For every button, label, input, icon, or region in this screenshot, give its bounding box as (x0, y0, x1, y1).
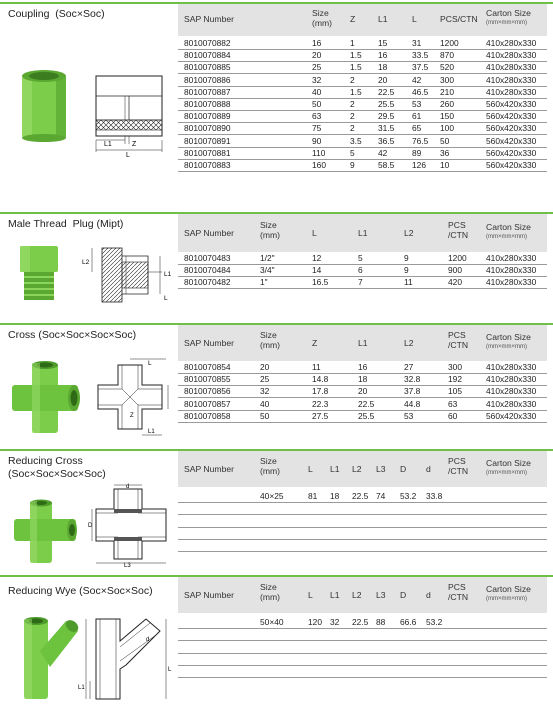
table-cell: 8010070855 (184, 374, 231, 385)
table-cell: 1.5 (350, 50, 362, 61)
table-header (178, 214, 547, 252)
table-cell: 2 (350, 111, 355, 122)
header-sap: SAP Number (184, 338, 234, 348)
header-l3: L3 (376, 464, 386, 474)
header-size: Size (mm) (260, 330, 281, 350)
section-title: Coupling (Soc×Soc) (8, 8, 105, 20)
table-cell: 90 (312, 135, 322, 146)
table-cell: 410x280x330 (486, 74, 537, 85)
header-l1: L1 (330, 590, 340, 600)
table-cell: 15 (378, 38, 388, 48)
table-cell: 17.8 (312, 386, 329, 397)
table-cell: 16 (358, 362, 368, 372)
header-carton (486, 222, 531, 242)
table-cell: 33.8 (426, 491, 443, 501)
label-l1: L1 (148, 429, 155, 435)
table-cell: 300 (440, 74, 454, 85)
table-cell: 560x420x330 (486, 111, 537, 122)
table-row (178, 99, 547, 111)
reducing-cross-drawing (88, 483, 174, 567)
header-l1: L1 (330, 464, 340, 474)
label-l1: L1 (78, 685, 85, 691)
header-l3: L3 (376, 590, 386, 600)
header-carton-unit: (mm×mm×mm) (486, 20, 527, 26)
header-l1: L1 (358, 338, 368, 348)
table-cell: 22.5 (378, 86, 395, 97)
table-cell: 44.8 (404, 398, 421, 409)
table-cell: 410x280x330 (486, 62, 537, 73)
table-row (178, 62, 547, 74)
table-cell: 8010070482 (184, 277, 231, 288)
label-l: L (148, 360, 152, 367)
table-cell: 25 (312, 62, 322, 73)
reducing-wye-photo (10, 611, 82, 703)
section-title: Male Thread Plug (Mipt) (8, 218, 124, 230)
label-d-inner: d (146, 637, 150, 643)
label-l: L (168, 667, 172, 673)
table-cell: 14.8 (312, 374, 329, 385)
table-cell: 410x280x330 (486, 398, 537, 409)
table-cell: 36 (440, 147, 450, 158)
table-row (178, 491, 547, 503)
table-cell: 1 (350, 38, 355, 48)
table-cell: 32 (312, 74, 322, 85)
plug-drawing (78, 242, 174, 308)
table-cell: 40 (312, 86, 322, 97)
table-cell: 42 (378, 147, 388, 158)
table-cell: 410x280x330 (486, 50, 537, 61)
empty-row-line (178, 677, 547, 678)
table-cell: 63 (448, 398, 458, 409)
header-l1: L1 (358, 228, 368, 238)
table-header (178, 325, 547, 361)
table-cell: 410x280x330 (486, 386, 537, 397)
table-cell: 210 (440, 86, 454, 97)
reducing-cross-section (0, 449, 553, 569)
table-cell: 410x280x330 (486, 265, 537, 276)
header-l: L (412, 14, 417, 24)
table-cell: 8010070858 (184, 410, 231, 421)
table-cell: 18 (330, 491, 340, 501)
table-cell: 8010070890 (184, 123, 231, 134)
header-l2: L2 (404, 228, 414, 238)
header-carton-unit: (mm×mm×mm) (486, 344, 527, 350)
table-cell: 53 (412, 99, 422, 109)
table-cell: 8010070883 (184, 160, 231, 170)
table-row (178, 362, 547, 374)
table-cell: 22.5 (352, 491, 369, 501)
table-cell: 65 (412, 123, 422, 134)
table-row (178, 136, 547, 148)
table-cell: 25 (260, 374, 270, 385)
table-cell: 32 (260, 386, 270, 397)
table-row (178, 75, 547, 87)
header-l2: L2 (352, 464, 362, 474)
reducing-wye-drawing (76, 611, 174, 707)
table-cell: 1200 (440, 38, 459, 48)
table-cell: 560x420x330 (486, 160, 537, 170)
table-cell: 75 (312, 123, 322, 134)
header-l: L (312, 228, 317, 238)
table-cell: 20 (312, 50, 322, 61)
table-cell: 410x280x330 (486, 374, 537, 385)
empty-row-line (178, 665, 547, 666)
table-row (178, 265, 547, 277)
table-cell: 9 (404, 265, 409, 276)
cross-section (0, 323, 553, 443)
table-cell: 32.8 (404, 374, 421, 385)
label-d-inner: d (126, 484, 130, 490)
table-cell: 150 (440, 111, 454, 122)
label-l: L (164, 295, 168, 302)
section-title: Reducing Cross (Soc×Soc×Soc×Soc) (8, 455, 106, 480)
table-header (178, 451, 547, 487)
header-carton-label: Carton Size (486, 8, 531, 18)
table-row (178, 50, 547, 62)
table-cell: 27.5 (312, 410, 329, 421)
table-cell: 88 (376, 617, 386, 627)
table-cell: 3/4" (260, 265, 275, 276)
table-cell: 410x280x330 (486, 253, 537, 263)
table-cell: 120 (308, 617, 322, 627)
table-cell: 410x280x330 (486, 86, 537, 97)
header-d-inner: d (426, 464, 431, 474)
table-row (178, 386, 547, 398)
table-cell: 8010070854 (184, 362, 231, 372)
table-cell: 420 (448, 277, 462, 288)
table-cell: 37.8 (404, 386, 421, 397)
table-cell: 25.5 (378, 99, 395, 109)
table-cell: 40 (260, 398, 270, 409)
table-cell: 9 (404, 253, 409, 263)
table-row (178, 123, 547, 135)
table-cell: 160 (312, 160, 326, 170)
table-cell: 300 (448, 362, 462, 372)
header-carton-label: Carton Size (486, 584, 531, 594)
table-cell: 2 (350, 99, 355, 109)
table-cell: 11 (404, 277, 413, 288)
table-cell: 25.5 (358, 410, 375, 421)
header-z: Z (350, 14, 356, 24)
header-size: Size (mm) (260, 582, 281, 602)
table-cell: 560x420x330 (486, 99, 537, 109)
table-cell: 20 (358, 386, 368, 397)
table-cell: 1200 (448, 253, 467, 263)
table-row (178, 253, 547, 265)
table-cell: 14 (312, 265, 322, 276)
table-cell: 12 (312, 253, 322, 263)
table-row (178, 411, 547, 423)
header-d-inner: d (426, 590, 431, 600)
table-cell: 410x280x330 (486, 277, 537, 288)
table-cell: 260 (440, 99, 454, 109)
table-cell: 50×40 (260, 617, 284, 627)
male-thread-plug-section (0, 212, 553, 312)
header-carton-unit: (mm×mm×mm) (486, 596, 527, 602)
table-row (178, 399, 547, 411)
header-sap: SAP Number (184, 590, 234, 600)
label-l1: L1 (164, 271, 172, 278)
table-cell: 7 (358, 277, 363, 288)
table-cell: 76.5 (412, 135, 429, 146)
plug-photo (14, 244, 64, 304)
table-cell: 61 (412, 111, 422, 122)
header-carton-unit: (mm×mm×mm) (486, 234, 527, 240)
table-cell: 20 (260, 362, 270, 372)
cross-drawing (90, 357, 174, 439)
header-l2: L2 (404, 338, 414, 348)
table-cell: 560x420x330 (486, 410, 537, 421)
table-row (178, 38, 547, 50)
table-cell: 9 (350, 160, 355, 170)
table-row (178, 277, 547, 289)
header-sap: SAP Number (184, 228, 234, 238)
table-cell: 42 (412, 74, 422, 85)
table-cell: 89 (412, 147, 422, 158)
table-row (178, 148, 547, 160)
table-cell: 8010070881 (184, 147, 231, 158)
table-cell: 100 (440, 123, 454, 134)
label-l: L (126, 152, 130, 158)
header-pcs: PCS/CTN (440, 14, 478, 24)
table-cell: 870 (440, 50, 454, 61)
coupling-section (0, 2, 553, 194)
empty-row-line (178, 640, 547, 641)
table-cell: 192 (448, 374, 462, 385)
table-cell: 16 (378, 50, 388, 61)
empty-row-line (178, 551, 547, 552)
table-cell: 66.6 (400, 617, 417, 627)
table-cell: 50 (312, 99, 322, 109)
table-cell: 20 (378, 74, 388, 85)
header-carton (486, 332, 531, 352)
table-cell: 900 (448, 265, 462, 276)
empty-row-line (178, 653, 547, 654)
table-cell: 8010070483 (184, 253, 231, 263)
empty-row-line (178, 514, 547, 515)
header-sap: SAP Number (184, 14, 234, 24)
table-cell: 560x420x330 (486, 147, 537, 158)
table-cell: 3.5 (350, 135, 362, 146)
coupling-photo (18, 68, 70, 142)
header-carton-unit: (mm×mm×mm) (486, 470, 527, 476)
table-cell: 10 (440, 160, 450, 170)
table-cell: 74 (376, 491, 386, 501)
table-cell: 8010070886 (184, 74, 231, 85)
table-cell: 1/2" (260, 253, 275, 263)
table-cell: 2 (350, 123, 355, 134)
table-cell: 22.3 (312, 398, 329, 409)
table-cell: 8010070857 (184, 398, 231, 409)
table-cell: 8010070888 (184, 99, 231, 109)
table-cell: 2 (350, 74, 355, 85)
table-cell: 8010070856 (184, 386, 231, 397)
table-row (178, 87, 547, 99)
table-cell: 53.2 (400, 491, 417, 501)
header-carton-label: Carton Size (486, 222, 531, 232)
table-cell: 560x420x330 (486, 135, 537, 146)
table-cell: 50 (260, 410, 270, 421)
table-cell: 105 (448, 386, 462, 397)
table-cell: 410x280x330 (486, 362, 537, 372)
header-size: Size (mm) (260, 456, 281, 476)
table-cell: 27 (404, 362, 414, 372)
table-cell: 1.5 (350, 62, 362, 73)
table-cell: 58.5 (378, 160, 395, 170)
header-size: Size (mm) (312, 8, 333, 28)
table-cell: 46.5 (412, 86, 429, 97)
label-l3: L3 (124, 563, 131, 567)
table-cell: 53 (404, 410, 414, 421)
header-pcs: PCS /CTN (448, 330, 469, 350)
header-l2: L2 (352, 590, 362, 600)
table-header (178, 4, 547, 36)
label-z: Z (130, 413, 134, 419)
header-carton (486, 584, 531, 604)
table-cell: 33.5 (412, 50, 429, 61)
label-d-outer: D (88, 523, 93, 529)
header-l1: L1 (378, 14, 388, 24)
table-cell: 81 (308, 491, 318, 501)
table-header (178, 577, 547, 613)
cross-photo (8, 359, 82, 437)
header-pcs: PCS /CTN (448, 220, 469, 240)
reducing-cross-photo (8, 495, 80, 567)
table-cell: 29.5 (378, 111, 395, 122)
table-cell: 36.5 (378, 135, 395, 146)
table-cell: 40×25 (260, 491, 284, 501)
table-cell: 110 (312, 147, 326, 158)
empty-row-line (178, 539, 547, 540)
header-l: L (308, 590, 313, 600)
header-size: Size (mm) (260, 220, 281, 240)
table-cell: 22.5 (352, 617, 369, 627)
table-cell: 31.5 (378, 123, 395, 134)
table-cell: 126 (412, 160, 426, 170)
table-row (178, 111, 547, 123)
table-cell: 8010070891 (184, 135, 231, 146)
table-cell: 18 (378, 62, 388, 73)
coupling-drawing (86, 70, 172, 158)
table-cell: 53.2 (426, 617, 443, 627)
table-cell: 31 (412, 38, 422, 48)
header-carton-label: Carton Size (486, 458, 531, 468)
label-z: Z (132, 141, 137, 148)
table-cell: 50 (440, 135, 450, 146)
header-d-outer: D (400, 464, 407, 474)
header-sap: SAP Number (184, 464, 234, 474)
table-cell: 8010070887 (184, 86, 231, 97)
table-cell: 8010070885 (184, 62, 231, 73)
table-cell: 6 (358, 265, 363, 276)
header-d-outer: D (400, 590, 407, 600)
header-l: L (308, 464, 313, 474)
table-row (178, 374, 547, 386)
table-cell: 410x280x330 (486, 38, 537, 48)
label-l2: L2 (82, 259, 90, 266)
section-title: Reducing Wye (Soc×Soc×Soc) (8, 585, 153, 597)
table-row (178, 617, 547, 629)
table-cell: 520 (440, 62, 454, 73)
table-cell: 60 (448, 410, 458, 421)
table-cell: 63 (312, 111, 322, 122)
header-carton-label: Carton Size (486, 332, 531, 342)
table-cell: 22.5 (358, 398, 375, 409)
table-cell: 32 (330, 617, 340, 627)
header-pcs: PCS /CTN (448, 456, 469, 476)
section-title: Cross (Soc×Soc×Soc×Soc) (8, 329, 137, 341)
header-carton (486, 8, 531, 28)
table-cell: 560x420x330 (486, 123, 537, 134)
table-cell: 1" (260, 277, 268, 288)
empty-row-line (178, 527, 547, 528)
table-cell: 16 (312, 38, 322, 48)
table-cell: 5 (350, 147, 355, 158)
table-cell: 37.5 (412, 62, 429, 73)
table-cell: 5 (358, 253, 363, 263)
table-row (178, 160, 547, 172)
table-cell: 1.5 (350, 86, 362, 97)
table-cell: 8010070884 (184, 50, 231, 61)
table-cell: 16.5 (312, 277, 329, 288)
table-cell: 8010070889 (184, 111, 231, 122)
header-pcs: PCS /CTN (448, 582, 469, 602)
header-carton (486, 458, 531, 478)
table-cell: 11 (312, 362, 321, 372)
header-z: Z (312, 338, 318, 348)
table-cell: 8010070882 (184, 38, 231, 48)
table-cell: 18 (358, 374, 368, 385)
table-cell: 8010070484 (184, 265, 231, 276)
label-l1: L1 (104, 141, 112, 148)
reducing-wye-section (0, 575, 553, 709)
